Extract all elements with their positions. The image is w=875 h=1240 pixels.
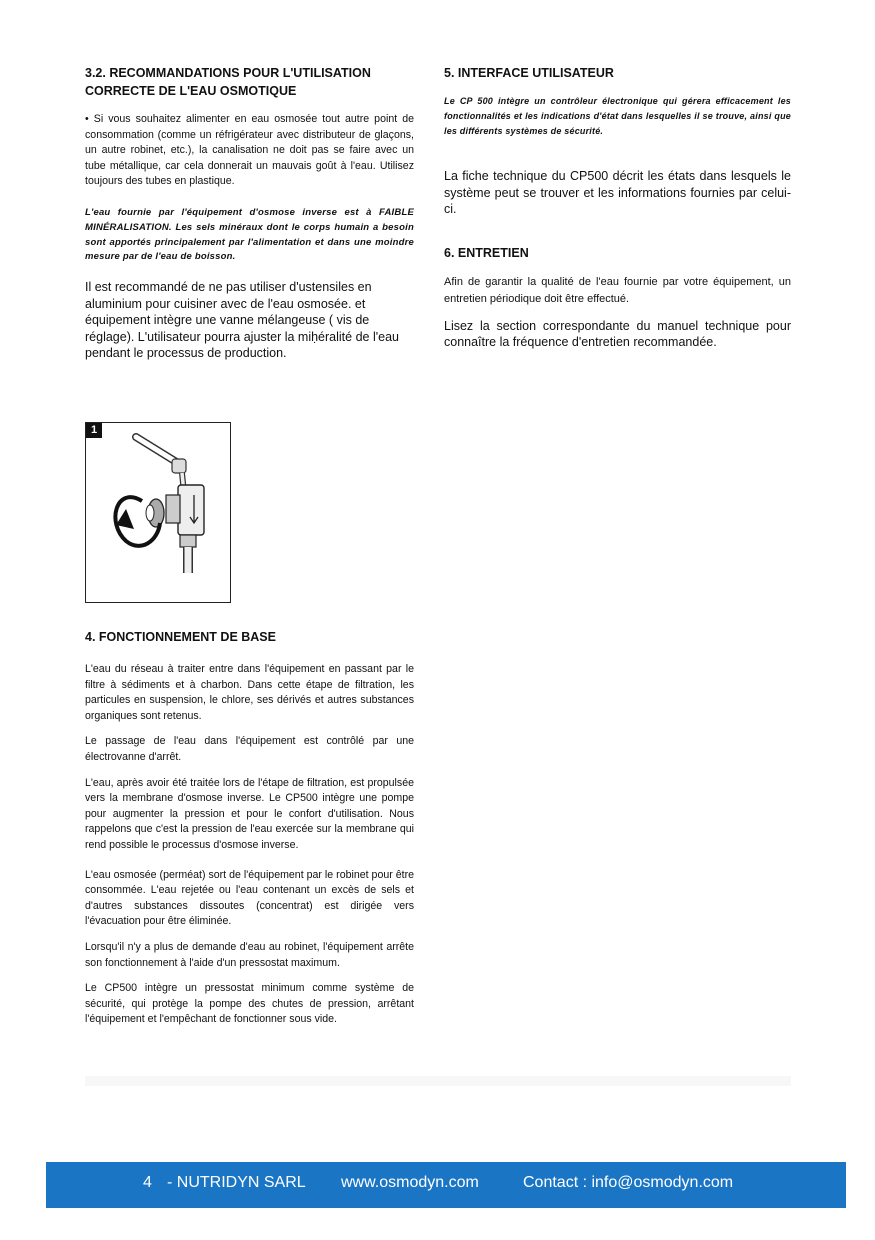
company-name: - NUTRIDYN SARL	[167, 1174, 306, 1191]
section-5-paragraph-1: Le CP 500 intègre un contrôleur électronique qui gérera efficacement les fonctionnalités et les indications d'état dans lesquelles il se trouve, ainsi que les différents systèmes de sécurité.	[444, 96, 791, 136]
section-4-paragraph-2: Le passage de l'eau dans l'équipement est contrôlé par une électrovanne d'arrêt.	[85, 735, 414, 763]
section-4-title: 4. FONCTIONNEMENT DE BASE	[85, 630, 276, 644]
section-4	[85, 628, 414, 1038]
section-5-paragraph-2: La fiche technique du CP500 décrit les états dans lesquels le système peut se trouver et les informations fournies par celui-ci.	[444, 169, 791, 217]
right-column	[444, 64, 791, 361]
website-link[interactable]: www.osmodyn.com	[341, 1174, 479, 1191]
section-4-paragraph-3: L'eau, après avoir été traitée lors de l'étape de filtration, est propulsée vers la membrane d'osmose inverse. Le CP500 intègre une pompe pour augmenter la pression et pour le confort d'utilisation. Nous rappelons que c'est la pression de l'eau exercée sur la membrane qui rend possible le processus d'osmose inverse.	[85, 776, 414, 851]
section-4-paragraph-6: Le CP500 intègre un pressostat minimum comme système de sécurité, qui protège la pompe des chutes de pression, arrêtant l'équipement et l'empêchant de fonctionner sous vide.	[85, 982, 414, 1026]
section-4-paragraph-4: L'eau osmosée (perméat) sort de l'équipement par le robinet pour être consommée. L'eau rejetée ou l'eau contenant un excès de sels et d'autres substances dissoutes (concentrat) est dirigée vers l'évacuation pour être éliminée.	[85, 868, 414, 928]
section-3-2-paragraph-2: L'eau fournie par l'équipement d'osmose inverse est à FAIBLE MINÉRALISATION. Les sels minéraux dont le corps humain a besoin sont apportés principalement par l'alimentation et dans une moindre mesure par de l'eau de boisson.	[85, 206, 414, 263]
section-5-title: 5. INTERFACE UTILISATEUR	[444, 66, 614, 80]
section-6-paragraph-2: Lisez la section correspondante du manuel technique pour connaître la fréquence d'entretien recommandée.	[444, 318, 791, 350]
page-divider	[85, 1076, 791, 1086]
section-6-paragraph-1: Afin de garantir la qualité de l'eau fournie par votre équipement, un entretien périodique doit être effectué.	[444, 275, 791, 305]
mixing-valve-illustration	[86, 423, 230, 602]
section-3-2-paragraph-1: • Si vous souhaitez alimenter en eau osmosée tout autre point de consommation (comme un réfrigérateur avec distributeur de glaçons, un autre robinet, etc.), la canalisation ne doit pas se faire avec un tube métallique, car cela donnerait un mauvais goût à l'eau. Utilisez toujours des tubes en plastique.	[85, 113, 414, 188]
contact-email-link[interactable]: Contact : info@osmodyn.com	[523, 1174, 734, 1191]
section-3-2-paragraph-3: Il est recommandé de ne pas utiliser d'ustensiles en aluminium pour cuisiner avec de l'eau osmosée. et équipement intègre une vanne mélangeuse ( vis de réglage). L'utilisateur pourra ajuster la miḥéralité de l'eau pendant le processus de production.	[85, 280, 399, 361]
figure-number: 1	[86, 423, 102, 438]
footer-bar	[46, 1162, 846, 1208]
section-6-title: 6. ENTRETIEN	[444, 245, 529, 260]
section-3-2-title: 3.2. RECOMMANDATIONS POUR L'UTILISATION CORRECTE DE L'EAU OSMOTIQUE	[85, 66, 371, 98]
section-4-paragraph-1: L'eau du réseau à traiter entre dans l'équipement en passant par le filtre à sédiments et à charbon. Dans cette étape de filtration, les particules en suspension, le chlore, ses dérivés et autres substances organiques sont retenus.	[85, 663, 414, 722]
section-4-paragraph-5: Lorsqu'il n'y a plus de demande d'eau au robinet, l'équipement arrête son fonctionnement à l'aide d'un pressostat maximum.	[85, 940, 414, 969]
section-3-2	[85, 64, 414, 372]
figure-1	[85, 422, 231, 603]
page-number: 4	[143, 1174, 152, 1191]
